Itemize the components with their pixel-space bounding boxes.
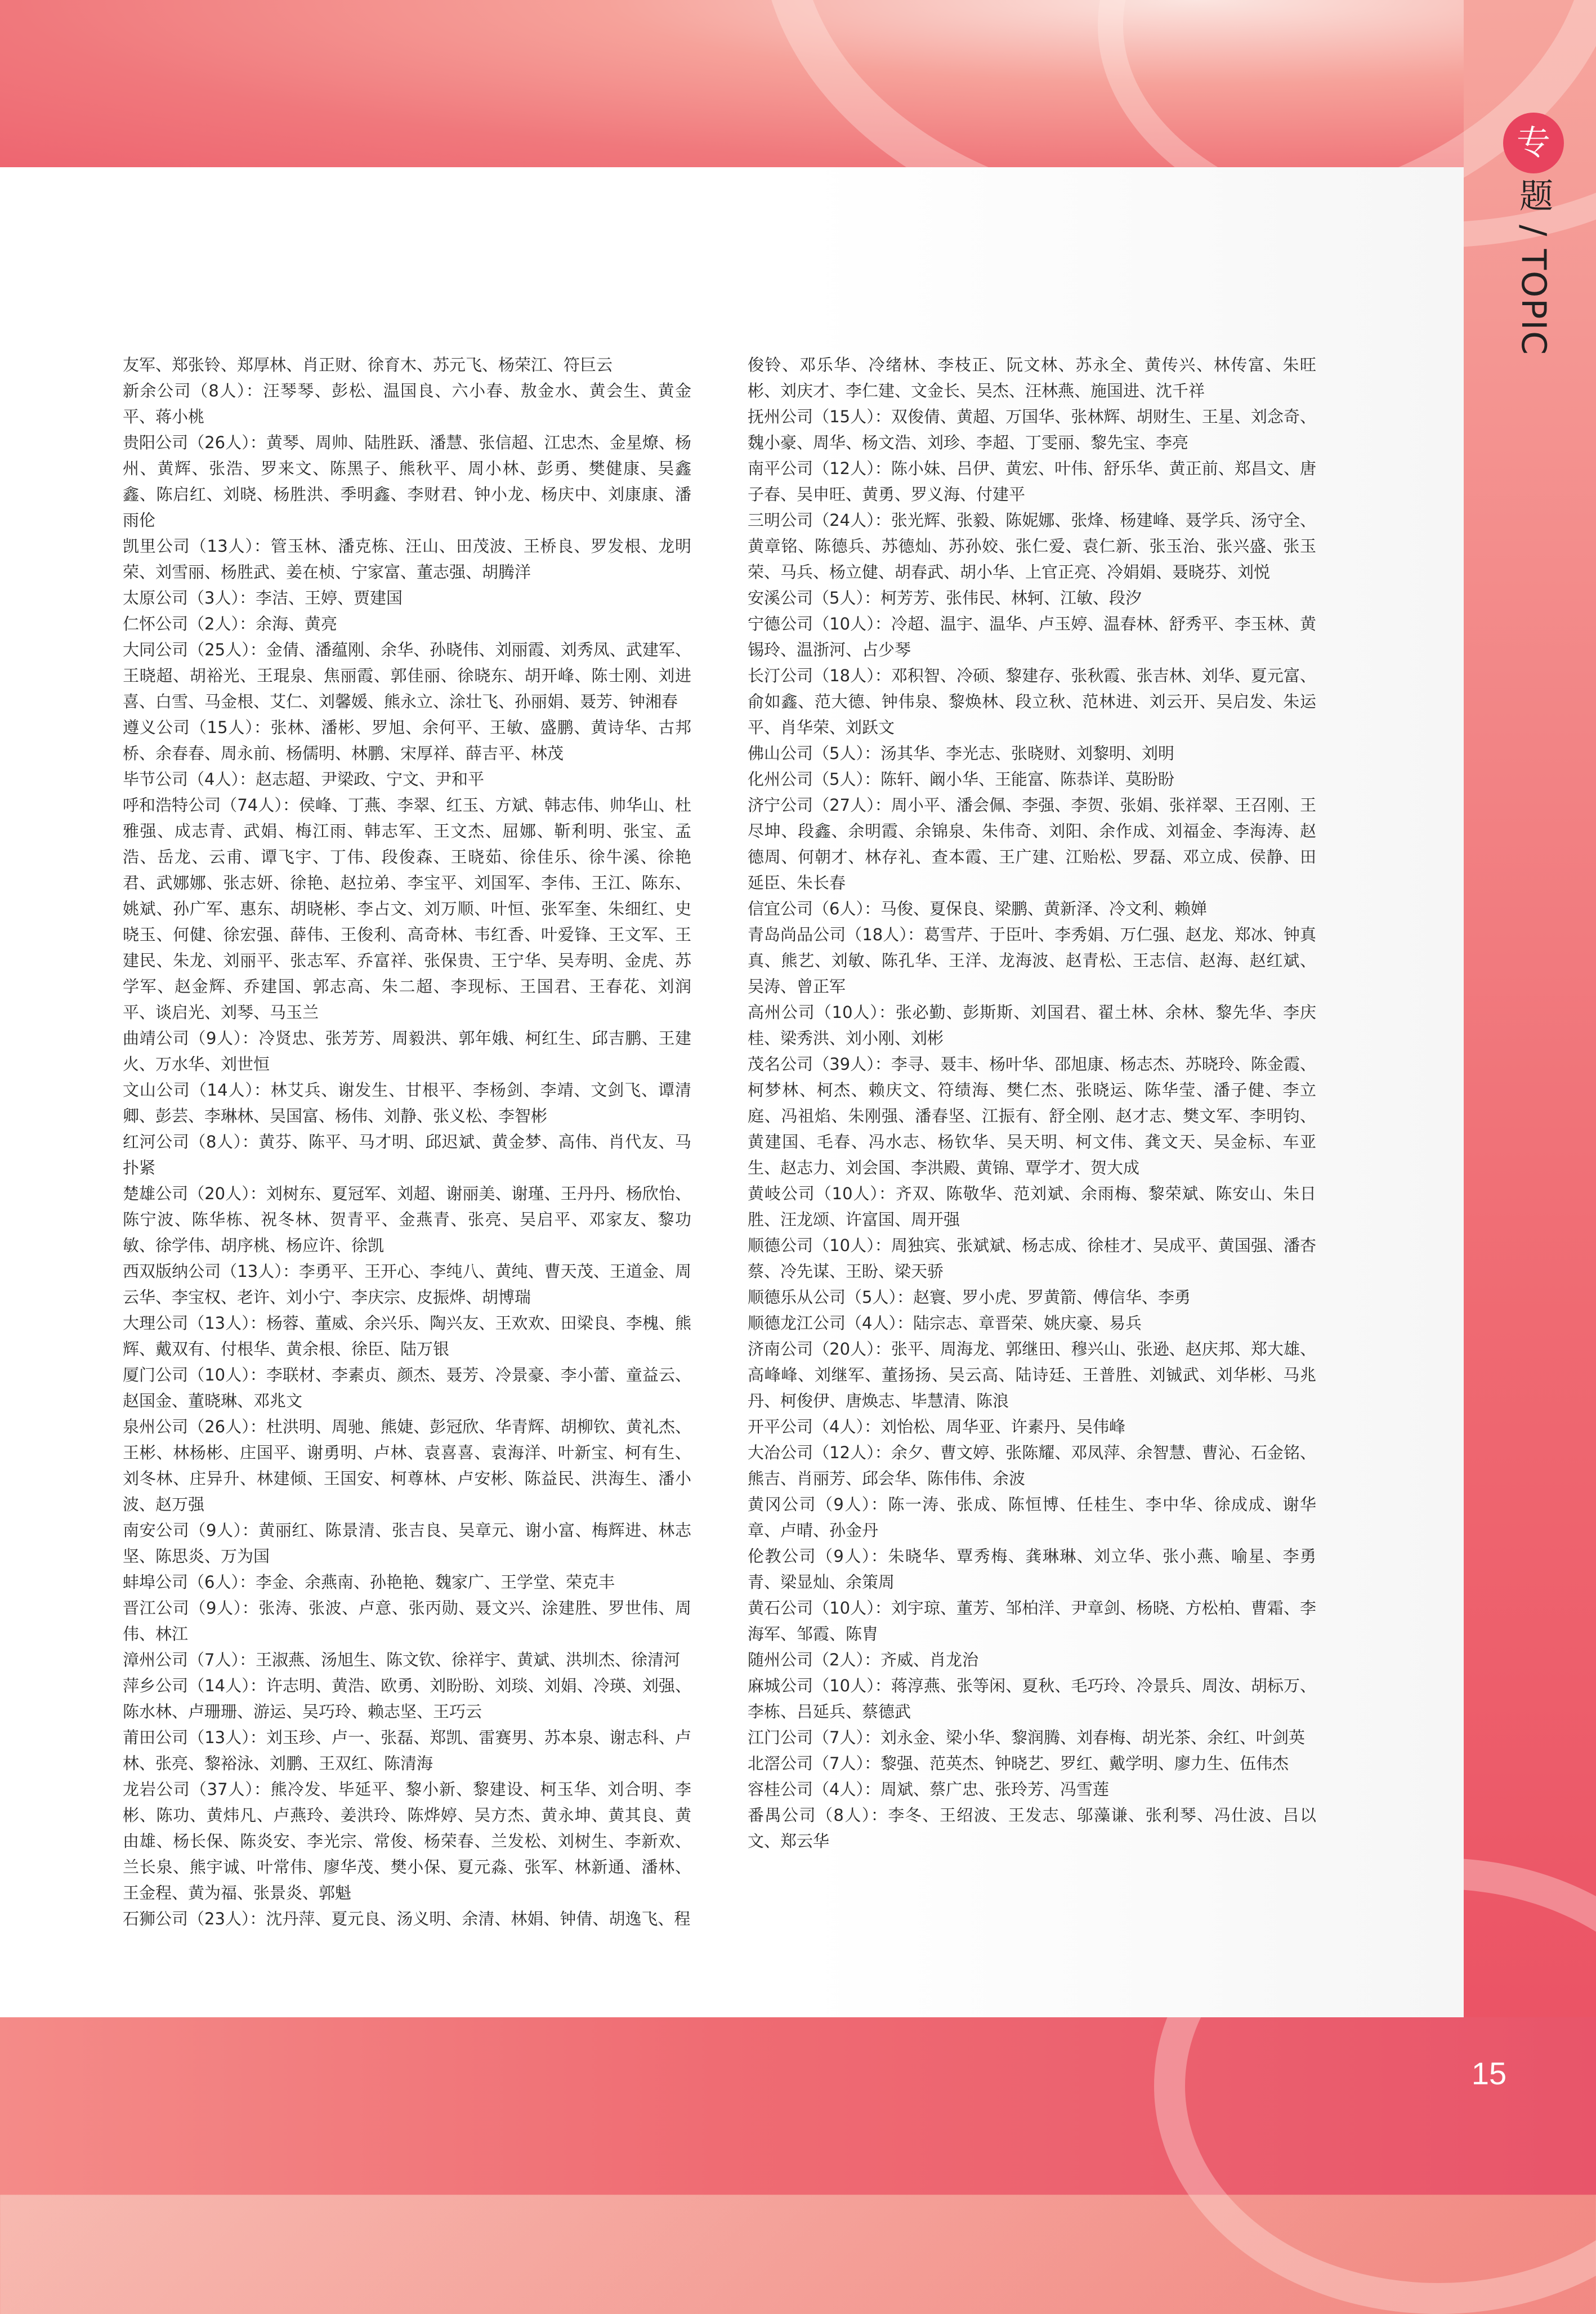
company-entry: 开平公司（4人）：刘怡松、周华亚、许素丹、吴伟峰 — [748, 1417, 1125, 1436]
company-entry: 萍乡公司（14人）：许志明、黄浩、欧勇、刘盼盼、刘琰、刘娟、冷瑛、刘强、陈水林、卢珊珊、游运、吴巧玲、赖志坚、王巧云 — [123, 1676, 691, 1721]
company-entry: 信宜公司（6人）：马俊、夏保良、梁鹏、黄新泽、冷文利、赖婵 — [748, 899, 1207, 918]
company-entry: 北滘公司（7人）：黎强、范英杰、钟晓艺、罗红、戴学明、廖力生、伍伟杰 — [748, 1754, 1289, 1773]
company-entry: 蚌埠公司（6人）：李金、余燕南、孙艳艳、魏家广、王学堂、荣克丰 — [123, 1573, 615, 1592]
company-entry: 高州公司（10人）：张必勤、彭斯斯、刘国君、翟土林、余林、黎先华、李庆桂、梁秀洪、刘小刚、刘彬 — [748, 1003, 1316, 1048]
company-entry: 伦教公司（9人）：朱晓华、覃秀梅、龚琳琳、刘立华、张小燕、喻星、李勇青、梁显灿、余策周 — [748, 1547, 1316, 1592]
company-entry: 顺德龙江公司（4人）：陆宗志、章晋荣、姚庆豪、易兵 — [748, 1314, 1142, 1333]
company-entry: 呼和浩特公司（74人）：侯峰、丁燕、李翠、红玉、方斌、韩志伟、帅华山、杜雅强、成志青、武娟、梅江雨、韩志军、王文杰、屈娜、靳利明、张宝、孟浩、岳龙、云甫、谭飞宇、丁伟、段俊森、王晓茹、徐佳乐、徐牛溪、徐艳君、武娜娜、张志妍、徐艳、赵拉弟、李宝平、刘国军、李伟、王江、陈东、姚斌、孙广军、惠东、胡晓彬、李占文、刘万顺、叶恒、张军奎、朱细红、史晓玉、何健、徐宏强、薛伟、王俊利、高奇林、韦红香、叶爱锋、王文军、王建民、朱龙、刘丽平、张志军、乔富祥、张保贵、王宁华、吴寿明、金虎、苏学军、赵金辉、乔建国、郭志高、朱二超、李现标、王国君、王春花、刘润平、谈启光、刘琴、马玉兰 — [123, 796, 691, 1022]
company-entry: 楚雄公司（20人）：刘树东、夏冠军、刘超、谢丽美、谢瑾、王丹丹、杨欣怡、陈宁波、陈华栋、祝冬林、贺青平、金燕青、张亮、吴启平、邓家友、黎功敏、徐学伟、胡序桃、杨应许、徐凯 — [123, 1184, 691, 1255]
company-entry: 江门公司（7人）：刘永金、梁小华、黎润腾、刘春梅、胡光茶、余红、叶剑英 — [748, 1728, 1305, 1747]
company-entry: 宁德公司（10人）：冷超、温宇、温华、卢玉婷、温春林、舒秀平、李玉林、黄锡玲、温浙河、占少琴 — [748, 614, 1316, 659]
company-entry: 友军、郑张铃、郑厚林、肖正财、徐育木、苏元飞、杨荣江、符巨云 — [123, 355, 613, 374]
company-entry: 大同公司（25人）：金倩、潘蕴刚、余华、孙晓伟、刘丽霞、刘秀凤、武建军、王晓超、胡裕光、王琨泉、焦丽霞、郭佳丽、徐晓东、胡开峰、陈士刚、刘进喜、白雪、马金根、艾仁、刘馨媛、熊永立、涂壮飞、孙丽娟、聂芳、钟湘春 — [123, 640, 691, 711]
company-entry: 茂名公司（39人）：李寻、聂丰、杨叶华、邵旭康、杨志杰、苏晓玲、陈金霞、柯梦林、柯杰、赖庆文、符绩海、樊仁杰、张晓运、陈华莹、潘子健、李立庭、冯祖焰、朱刚强、潘春坚、江振有、舒全刚、赵才志、樊文军、李明钧、黄建国、毛春、冯水志、杨钦华、吴天明、柯文伟、龚文天、吴金标、车亚生、赵志力、刘会国、李洪殿、黄锦、覃学才、贺大成 — [748, 1055, 1316, 1177]
company-entry: 新余公司（8人）：汪琴琴、彭松、温国良、六小春、敖金水、黄会生、黄金平、蒋小桃 — [123, 381, 691, 426]
company-entry: 黄岐公司（10人）：齐双、陈敬华、范刘斌、余雨梅、黎荣斌、陈安山、朱日胜、汪龙颂、许富国、周开强 — [748, 1184, 1316, 1229]
company-entry: 龙岩公司（37人）：熊冷发、毕延平、黎小新、黎建设、柯玉华、刘合明、李彬、陈功、黄炜凡、卢燕玲、姜洪玲、陈烨婷、吴方杰、黄永坤、黄其良、黄由雄、杨长保、陈炎安、李光宗、常俊、杨荣春、兰发松、刘树生、李新欢、兰长泉、熊宇诚、叶常伟、廖华茂、樊小保、夏元淼、张军、林新通、潘林、王金程、黄为福、张景炎、郭魁 — [123, 1780, 691, 1902]
topic-tag-badge: 专 — [1503, 113, 1564, 173]
company-entry: 曲靖公司（9人）：冷贤忠、张芳芳、周毅洪、郭年娥、柯红生、邱吉鹏、王建火、万水华、刘世恒 — [123, 1029, 691, 1074]
company-entry: 遵义公司（15人）：张林、潘彬、罗旭、余何平、王敏、盛鹏、黄诗华、古邦桥、余春春、周永前、杨儒明、林鹏、宋厚祥、薛吉平、林茂 — [123, 718, 691, 763]
topic-tag — [1503, 113, 1564, 356]
company-entry: 番禺公司（8人）：李冬、王绍波、王发志、邬藻谦、张利琴、冯仕波、吕以文、郑云华 — [748, 1806, 1316, 1851]
company-entry: 石狮公司（23人）：沈丹萍、夏元良、汤义明、余清、林娟、钟倩、胡逸飞、程 — [123, 1909, 691, 1928]
company-entry: 抚州公司（15人）：双俊倩、黄超、万国华、张林辉、胡财生、王星、刘念奇、魏小豪、周华、杨文浩、刘珍、李超、丁雯丽、黎先宝、李亮 — [748, 407, 1316, 452]
company-entry: 济南公司（20人）：张平、周海龙、郭继田、穆兴山、张逊、赵庆邦、郑大雄、高峰峰、刘继军、董扬扬、吴云高、陆诗廷、王普胜、刘铖武、刘华彬、马兆丹、柯俊伊、唐焕志、毕慧清、陈浪 — [748, 1339, 1316, 1410]
company-entry: 晋江公司（9人）：张涛、张波、卢意、张丙勋、聂文兴、涂建胜、罗世伟、周伟、林江 — [123, 1598, 691, 1643]
company-entry: 太原公司（3人）：李洁、王婷、贾建国 — [123, 588, 403, 607]
company-entry: 文山公司（14人）：林艾兵、谢发生、甘根平、李杨剑、李靖、文剑飞、谭清卿、彭芸、李琳林、吴国富、杨伟、刘静、张义松、李智彬 — [123, 1080, 691, 1125]
company-entry: 南安公司（9人）：黄丽红、陈景清、张吉良、吴章元、谢小富、梅辉进、林志坚、陈思炎、万为国 — [123, 1521, 691, 1566]
company-entry: 容桂公司（4人）：周斌、蔡广忠、张玲芳、冯雪莲 — [748, 1780, 1109, 1799]
company-entry: 毕节公司（4人）：赵志超、尹梁政、宁文、尹和平 — [123, 770, 484, 789]
company-entry: 化州公司（5人）：陈轩、阚小华、王能富、陈恭详、莫盼盼 — [748, 770, 1174, 789]
company-entry: 厦门公司（10人）：李联材、李素贞、颜杰、聂芳、冷景豪、李小蕾、童益云、赵国金、董晓琳、邓兆文 — [123, 1365, 691, 1410]
right-column — [748, 352, 1316, 1854]
company-entry: 南平公司（12人）：陈小妹、吕伊、黄宏、叶伟、舒乐华、黄正前、郑昌文、唐子春、吴申旺、黄勇、罗义海、付建平 — [748, 459, 1316, 504]
company-entry: 泉州公司（26人）：杜洪明、周驰、熊婕、彭冠欣、华青辉、胡柳钦、黄礼杰、王彬、林杨彬、庄国平、谢勇明、卢林、袁喜喜、袁海洋、叶新宝、柯有生、刘冬林、庄异升、林建倾、王国安、柯尊林、卢安彬、陈益民、洪海生、潘小波、赵万强 — [123, 1417, 691, 1514]
company-entry: 莆田公司（13人）：刘玉珍、卢一、张磊、郑凯、雷赛男、苏本泉、谢志科、卢林、张亮、黎裕泳、刘鹏、王双红、陈清海 — [123, 1728, 691, 1773]
company-entry: 长汀公司（18人）：邓积智、冷硕、黎建存、张秋霞、张吉林、刘华、夏元富、俞如鑫、范大德、钟伟泉、黎焕林、段立秋、范林进、刘云开、吴启发、朱运平、肖华荣、刘跃文 — [748, 666, 1316, 737]
company-entry: 西双版纳公司（13人）：李勇平、王开心、李纯八、黄纯、曹天茂、王道金、周云华、李宝权、老许、刘小宁、李庆宗、皮振烨、胡博瑞 — [123, 1262, 691, 1307]
company-entry: 大冶公司（12人）：余夕、曹文婷、张陈耀、邓凤萍、余智慧、曹沁、石金铭、熊吉、肖丽芳、邱会华、陈伟伟、余波 — [748, 1443, 1316, 1488]
company-entry: 三明公司（24人）：张光辉、张毅、陈妮娜、张烽、杨建峰、聂学兵、汤守全、黄章铭、陈德兵、苏德灿、苏孙姣、张仁爱、袁仁新、张玉治、张兴盛、张玉荣、马兵、杨立健、胡春武、胡小华、上官正亮、冷娟娟、聂晓芬、刘悦 — [748, 511, 1316, 582]
company-entry: 青岛尚品公司（18人）：葛雪芹、于臣叶、李秀娟、万仁强、赵龙、郑冰、钟真真、熊艺、刘敏、陈孔华、王洋、龙海波、赵青松、王志信、赵海、赵红斌、吴涛、曾正军 — [748, 925, 1316, 996]
company-entry: 黄石公司（10人）：刘宇琼、董芳、邹柏洋、尹章剑、杨晓、方松柏、曹霜、李海军、邹霞、陈胄 — [748, 1598, 1316, 1643]
company-entry: 漳州公司（7人）：王淑燕、汤旭生、陈文钦、徐祥宇、黄斌、洪圳杰、徐清河 — [123, 1650, 680, 1669]
company-entry: 仁怀公司（2人）：余海、黄亮 — [123, 614, 337, 633]
company-entry: 顺德公司（10人）：周独宾、张斌斌、杨志成、徐桂才、吴成平、黄国强、潘杏蔡、冷先谋、王盼、梁天骄 — [748, 1236, 1316, 1281]
company-entry: 凯里公司（13人）：管玉林、潘克栋、汪山、田茂波、王桥良、罗发根、龙明荣、刘雪丽、杨胜武、姜在桢、宁家富、董志强、胡腾洋 — [123, 537, 691, 582]
left-column — [123, 352, 691, 1932]
topic-tag-label: 题 / TOPIC — [1514, 178, 1553, 356]
company-entry: 顺德乐从公司（5人）：赵寰、罗小虎、罗黄箭、傅信华、李勇 — [748, 1288, 1191, 1307]
company-entry: 俊铃、邓乐华、冷绪林、李枝正、阮文林、苏永全、黄传兴、林传富、朱旺彬、刘庆才、李仁建、文金长、吴杰、汪林燕、施国进、沈千祥 — [748, 355, 1316, 400]
company-entry: 麻城公司（10人）：蒋淳燕、张等闲、夏秋、毛巧玲、冷景兵、周汝、胡标万、李栋、吕延兵、蔡德武 — [748, 1676, 1316, 1721]
company-entry: 安溪公司（5人）：柯芳芳、张伟民、林轲、江敏、段汐 — [748, 588, 1142, 607]
company-entry: 佛山公司（5人）：汤其华、李光志、张晓财、刘黎明、刘明 — [748, 744, 1174, 763]
company-entry: 随州公司（2人）：齐威、肖龙治 — [748, 1650, 978, 1669]
company-entry: 红河公司（8人）：黄芬、陈平、马才明、邱迟斌、黄金梦、高伟、肖代友、马扑紧 — [123, 1132, 691, 1177]
company-entry: 贵阳公司（26人）：黄琴、周帅、陆胜跃、潘慧、张信超、江忠杰、金星燎、杨州、黄辉、张浩、罗来文、陈黑子、熊秋平、周小林、彭勇、樊健康、吴鑫鑫、陈启红、刘晓、杨胜洪、季明鑫、李财君、钟小龙、杨庆中、刘康康、潘雨伦 — [123, 433, 691, 530]
company-entry: 济宁公司（27人）：周小平、潘会佩、李强、李贺、张娟、张祥翠、王召刚、王尽坤、段鑫、余明霞、余锦泉、朱伟奇、刘阳、余作成、刘福金、李海涛、赵德周、何朝才、林存礼、查本霞、王广建、江贻松、罗磊、邓立成、侯静、田延臣、朱长春 — [748, 796, 1316, 892]
company-entry: 黄冈公司（9人）：陈一涛、张成、陈恒博、任桂生、李中华、徐成成、谢华章、卢晴、孙金丹 — [748, 1495, 1316, 1540]
company-entry: 大理公司（13人）：杨蓉、董威、余兴乐、陶兴友、王欢欢、田梁良、李槐、熊辉、戴双有、付根华、黄余根、徐臣、陆万银 — [123, 1314, 691, 1359]
page-number: 15 — [1471, 2056, 1507, 2091]
